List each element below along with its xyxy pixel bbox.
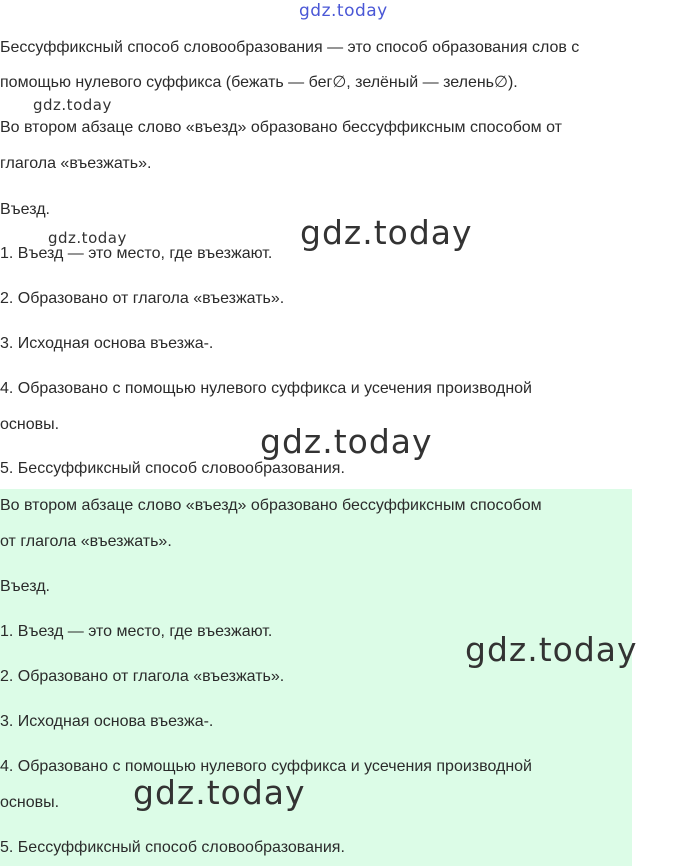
watermark-large-1: gdz.today xyxy=(300,213,473,252)
highlighted-step-5: 5. Бессуффиксный способ словообразования. xyxy=(0,839,345,856)
highlighted-word: Въезд. xyxy=(0,578,50,595)
watermark-small-2: gdz.today xyxy=(48,229,127,247)
answer-step-3: 3. Исходная основа въезжа-. xyxy=(0,335,214,352)
watermark-large-2: gdz.today xyxy=(260,422,433,461)
definition-line-1: Бессуффиксный способ словообразования — это способ образования слов с xyxy=(0,39,580,56)
highlighted-step-3: 3. Исходная основа въезжа-. xyxy=(0,713,214,730)
highlighted-step-2: 2. Образовано от глагола «въезжать». xyxy=(0,668,285,685)
watermark-large-3: gdz.today xyxy=(465,630,638,669)
answer-intro-line-2: глагола «въезжать». xyxy=(0,155,152,172)
answer-step-2: 2. Образовано от глагола «въезжать». xyxy=(0,290,285,307)
highlighted-step-4-line-1: 4. Образовано с помощью нулевого суффикса и усечения производной xyxy=(0,758,532,775)
answer-step-5: 5. Бессуффиксный способ словообразования. xyxy=(0,460,345,477)
answer-intro-line-1: Во втором абзаце слово «въезд» образовано бессуффиксным способом от xyxy=(0,119,562,136)
answer-step-4-line-2: основы. xyxy=(0,416,60,433)
definition-line-2: помощью нулевого суффикса (бежать — бег∅, зелёный — зелень∅). xyxy=(0,74,518,91)
answer-word: Въезд. xyxy=(0,201,50,218)
answer-step-4-line-1: 4. Образовано с помощью нулевого суффикса и усечения производной xyxy=(0,380,532,397)
watermark-small-1: gdz.today xyxy=(33,96,112,114)
answer-step-1: 1. Въезд — это место, где въезжают. xyxy=(0,245,273,262)
watermark-top: gdz.today xyxy=(299,1,388,21)
highlighted-step-4-line-2: основы. xyxy=(0,794,60,811)
highlighted-step-1: 1. Въезд — это место, где въезжают. xyxy=(0,623,273,640)
highlighted-intro-line-1: Во втором абзаце слово «въезд» образовано бессуффиксным способом xyxy=(0,497,542,514)
highlighted-intro-line-2: от глагола «въезжать». xyxy=(0,533,172,550)
watermark-large-4: gdz.today xyxy=(133,773,306,812)
